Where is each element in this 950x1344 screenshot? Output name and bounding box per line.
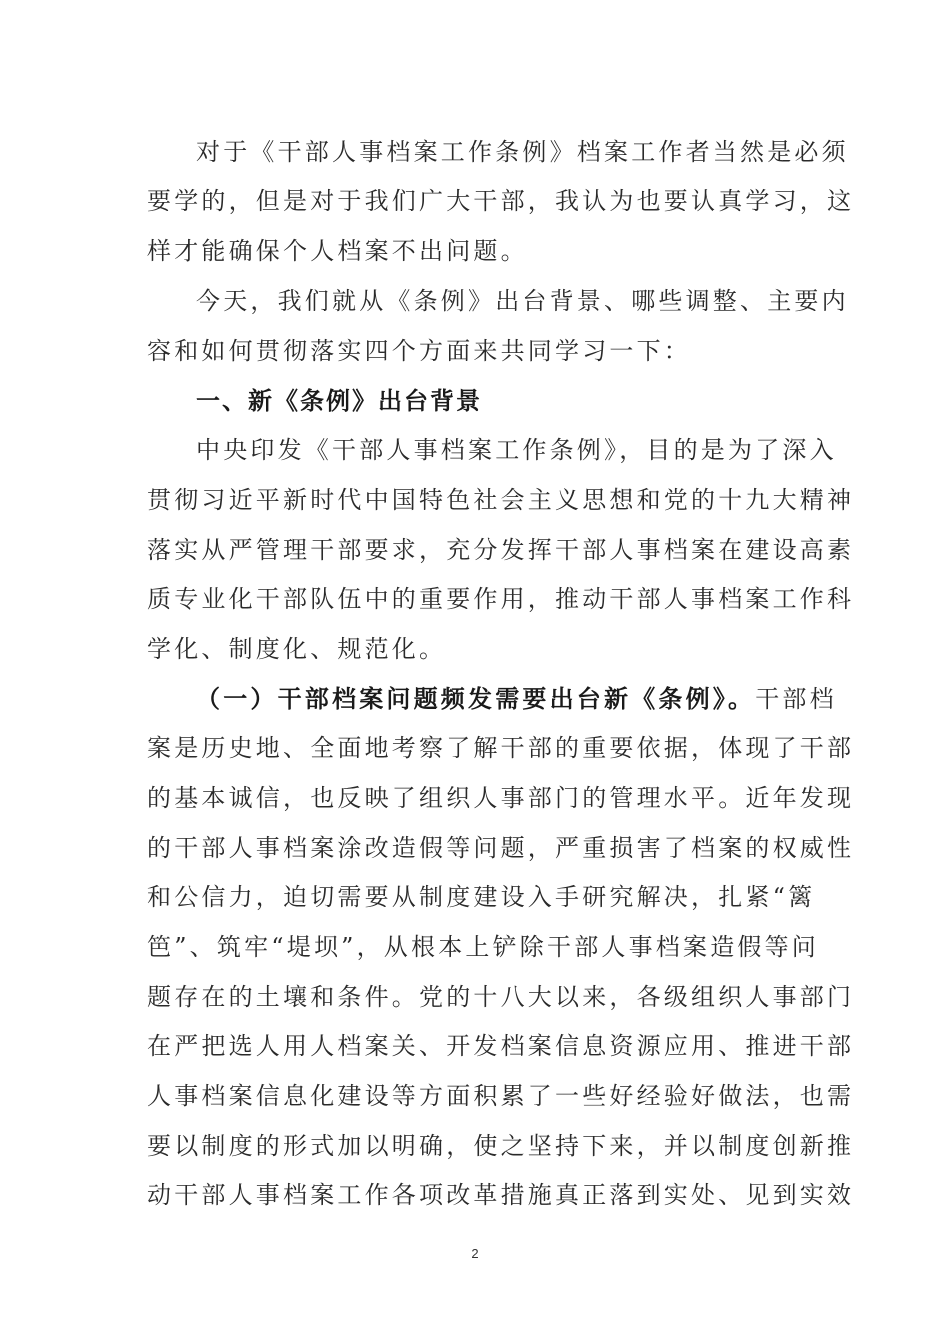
paragraph-4-line-1-rest: 干部档 [755, 685, 837, 713]
paragraph-1-line-2: 要学的，但是对于我们广大干部，我认为也要认真学习，这 [147, 187, 855, 215]
paragraph-2-line-2: 容和如何贯彻落实四个方面来共同学习一下： [147, 337, 691, 365]
paragraph-1-line-3: 样才能确保个人档案不出问题。 [147, 237, 528, 265]
subheading: （一）干部档案问题频发需要出台新《条例》。 [196, 684, 756, 713]
paragraph-4-line-9: 人事档案信息化建设等方面积累了一些好经验好做法，也需 [147, 1082, 855, 1110]
section-heading: 一、新《条例》出台背景 [196, 387, 482, 415]
paragraph-4-line-3: 的基本诚信，也反映了组织人事部门的管理水平。近年发现 [147, 784, 855, 812]
paragraph-4-line-8: 在严把选人用人档案关、开发档案信息资源应用、推进干部 [147, 1032, 855, 1060]
paragraph-4-line-7: 题存在的土壤和条件。党的十八大以来，各级组织人事部门 [147, 983, 855, 1011]
paragraph-1-line-1: 对于《干部人事档案工作条例》档案工作者当然是必须 [196, 138, 849, 166]
paragraph-4-line-4: 的干部人事档案涂改造假等问题，严重损害了档案的权威性 [147, 834, 855, 862]
paragraph-4-line-6: 笆”、筑牢“堤坝”，从根本上铲除干部人事档案造假等问 [147, 933, 820, 961]
paragraph-3-line-2: 贯彻习近平新时代中国特色社会主义思想和党的十九大精神 [147, 486, 855, 514]
paragraph-4-line-2: 案是历史地、全面地考察了解干部的重要依据，体现了干部 [147, 734, 855, 762]
paragraph-4-line-11: 动干部人事档案工作各项改革措施真正落到实处、见到实效 [147, 1181, 855, 1209]
paragraph-4-line-10: 要以制度的形式加以明确，使之坚持下来，并以制度创新推 [147, 1132, 855, 1160]
paragraph-3-line-5: 学化、制度化、规范化。 [147, 635, 447, 663]
paragraph-3-line-1: 中央印发《干部人事档案工作条例》，目的是为了深入 [196, 436, 837, 464]
page-number: 2 [471, 1246, 479, 1261]
paragraph-4-line-1 [196, 684, 837, 714]
paragraph-3-line-3: 落实从严管理干部要求，充分发挥干部人事档案在建设高素 [147, 536, 855, 564]
paragraph-4-line-5: 和公信力，迫切需要从制度建设入手研究解决，扎紧“篱 [147, 883, 816, 911]
paragraph-3-line-4: 质专业化干部队伍中的重要作用，推动干部人事档案工作科 [147, 585, 855, 613]
paragraph-2-line-1: 今天，我们就从《条例》出台背景、哪些调整、主要内 [196, 287, 849, 315]
